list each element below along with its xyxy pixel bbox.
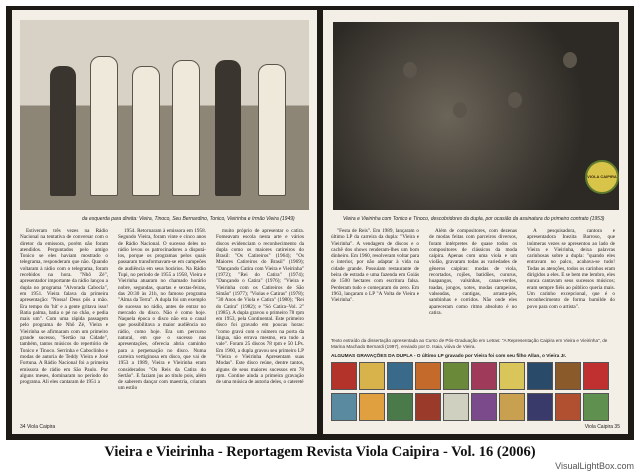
album-cover [499, 393, 525, 421]
page-folio: 34 Viola Caipira [20, 424, 56, 430]
article-column-1: "Festa de Reis". Em 1989, lançaram o último LP da carreira da dupla: "Vieira e Vieirinha". A vendagem de discos e o cachê dos shows renderam-lhes um bom dinheiro. Em 1960, resolveram voltar para o interior, por não adaptar à vida na cidade grande. Possuíam restaurante de beira de estrada e uma fazenda em Goiás de 1500 hectares com escritura falsa. Perderam tudo e começaram do zero. Em 1963, lançaram o LP "A Volta de Vieira e Vieirinha". [331, 228, 419, 304]
album-cover [471, 362, 497, 390]
album-cover [359, 393, 385, 421]
album-cover [527, 362, 553, 390]
right-page [323, 10, 628, 434]
person-head [453, 102, 467, 118]
article-column-3: A pesquisadora, cantora e apresentadora Inezita Barroso, que inúmeras vezes se apresentou ao lado de Vieira e Vieirinha, deixa palavras carinhosas sobre a dupla: "quando eles entravam no palco, acabava-se tudo! Todas as atenções, todos os carinhos eram dirigidos a eles. E se bem me lembro, eles nunca cantavam seus sucessos músicos; eram sempre fiéis ao público quería mais. Um carinho excepcional, que é o reconhecimento de forma humilde do povo para com o artista". [527, 228, 615, 310]
article-column-2: Além de compositores, com dezenas de modas feitas com parceiros diversos, foram intérpretes de quase todos os compositores de clássicos da moda caipira. Apenas com uma viola e um violão, gravaram todas as variedades de gêneros caipiras: modas de viola, recortados, rojões, batidões, cururus, huapangos, valsinhas, canas-verdes, toadas, jongos, xotes, modas campeiras, valseadas, cantigas, arrasta-pés, sambinhas e corridos. Não onde eles apareceram como ritmo absoluto é no catira. [429, 228, 517, 316]
album-cover [471, 393, 497, 421]
album-cover [499, 362, 525, 390]
album-cover [387, 393, 413, 421]
person-figure [90, 56, 118, 196]
album-cover [527, 393, 553, 421]
watermark: VisualLightBox.com [555, 461, 634, 471]
group-photo [20, 20, 309, 210]
album-covers-grid [331, 362, 621, 422]
photo-caption: Vieira e Vieirinha com Tonico e Tinoco, descobridores da dupla, por ocasião da assinatura do primeiro contrato (1953) [343, 216, 605, 222]
magazine-seal: VIOLA CAIPIRA [585, 160, 619, 194]
album-cover [443, 362, 469, 390]
album-cover [331, 393, 357, 421]
left-page [12, 10, 317, 434]
album-cover [331, 362, 357, 390]
album-cover [359, 362, 385, 390]
magazine-spread [6, 6, 634, 440]
person-figure [258, 64, 286, 196]
article-column-3: muito próprio de apresentar o catira. Fomeavam escola nesta arte e vários discos evidenciam o reconhecimento da dupla como os maiores catireiros do Brasil: "Os Catireiros" (1964); "Os Maiores Catireiros do Brasil" (1969); "Dançando Catira com Vieira e Vieirinha" (1972); "Rei do Catira" (1974); "Dançando o Catira" (1976); "Vieira e Vieirinha com os Catireiros de São Simão" (1977); "Violas e Catiras" (1978); "30 Anos de Viola e Catira" (1980); "Rei do Catira" (1982); e "Só Catira–Vol. 2" (1985). A dupla gravou o primeiro 78 rpm em 1953, pela Continental. Este primeiro disco foi gravado em poucas horas: "como gravá com o número na porta da língua, não errava mesmo, era tudo a vale". Foram 25 discos 78 rpm e 50 LPs. Em 1960, a dupla gravou seu primeiro LP "Vieira e Vieirinha Apresentam suas Modas". Este disco reúne, dentre tantos, alguns de seus maiores sucessos em 78 rpm. Contine ainda a primeira gravação de uma música de autoria deles, o catereté [216, 228, 304, 386]
albums-heading: ALGUMAS GRAVAÇÕES DA DUPLA - O último LP gravado por Vieira foi com seu filho Allan, o Vieira Jr. [331, 354, 567, 359]
person-figure [172, 60, 200, 196]
article-column-1: Estiveram três vezes na Rádio Nacional na tentativa de conversar com o diretor da emissora, porém não foram atendidos. Perguntados pelo amigo Tonico se eles haviam mostrado o telegrama, responderam que não. Quando voltaram à rádio com o telegrama, foram recebidos na hora. "Nhô Zé", apresentador importante da rádio lançou a dupla no programa "Alvorada Cabocla", em 1951. Vieira falava da primeira apresentação: "Nossa! Deus pôs a mão. Era tempo do 'hit' e a gente gritava isso! Batia palma, batia o pé no chão, e pedia mais um". Com uma rápida passagem pelo programa de Nhô Zé, Vieira e Vieirinha se afirmaram com um primeiro grande sucesso, "Sertão na Cidade", também, tantos músicos do repertório de Tonico e Tinoco. Serrinha e Caboclinho e modas de autoria de Teddy Vieira e José Fortuna. A Rádio Nacional foi a primeira emissora de rádio em São Paulo. Por alguns meses, dominaram no período do programa. Ali eles cantaram de 1951 a [20, 228, 108, 386]
album-cover [387, 362, 413, 390]
album-cover [583, 362, 609, 390]
album-cover [583, 393, 609, 421]
album-cover [555, 362, 581, 390]
person-head [403, 62, 417, 78]
album-cover [555, 393, 581, 421]
page-folio: Viola Caipira 35 [584, 424, 620, 430]
person-figure [50, 66, 76, 196]
person-head [563, 52, 577, 68]
album-cover [415, 393, 441, 421]
source-note: Texto extraído da dissertação apresentada ao Curso de Pós-Graduação em Letras: "A Representação Caipira em Vieira e Vieirinha", de Marina Machado Bernardi (1997), enviado por D. Isaia, viúva de Vieira. [331, 338, 608, 349]
album-cover [443, 393, 469, 421]
person-figure [132, 66, 160, 196]
banner-title: Vieira e Vieirinha - Reportagem Revista Viola Caipira - Vol. 16 (2006) [104, 444, 536, 460]
contract-photo [333, 22, 619, 210]
person-head [508, 92, 522, 108]
album-cover [415, 362, 441, 390]
person-figure [215, 60, 241, 196]
photo-caption: da esquerda para direita: Vieira, Tinoco, Seu Bernardino, Tonico, Vieirinha e Irmão Vieira (1949) [82, 216, 295, 222]
article-column-2: 1954. Retornaram à emissora em 1958. Segundo Vieira, foram vinte e cinco anos de Rádio Nacional. O sucesso deles no rádio levou os patrocinadores a disputá-los, porque os programas pelos quais passaram transformavam-se em campeões de audiência em seus horários. Na Rádio Tupi, no período de 1955 a 1958, Vieira e Vieirinha atuaram no chamado horário nobre, segundas, quartas e sextas-feiras, das 20:30 às 21h, no famoso programa "Alma da Terra". A dupla foi um exemplo de sucesso no rádio, antes de entrar no mercado do disco. Não é como hoje. Naquela época o disco não era o canal que possibilitava a maior audiência no rádio, como hoje. Era um percurso natural, em que o sucesso nas apresentações, oferecia abria caminho para a perpetuação no disco. Numa carreira vertiginosa em disco, que vai de 1953 a 1989, Vieira e Vieirinha eram considerados "Os Reis da Catira do Sertão". E faziam jus ao título pois, além de saberem dançar com maestria, criaram um estilo [118, 228, 206, 392]
